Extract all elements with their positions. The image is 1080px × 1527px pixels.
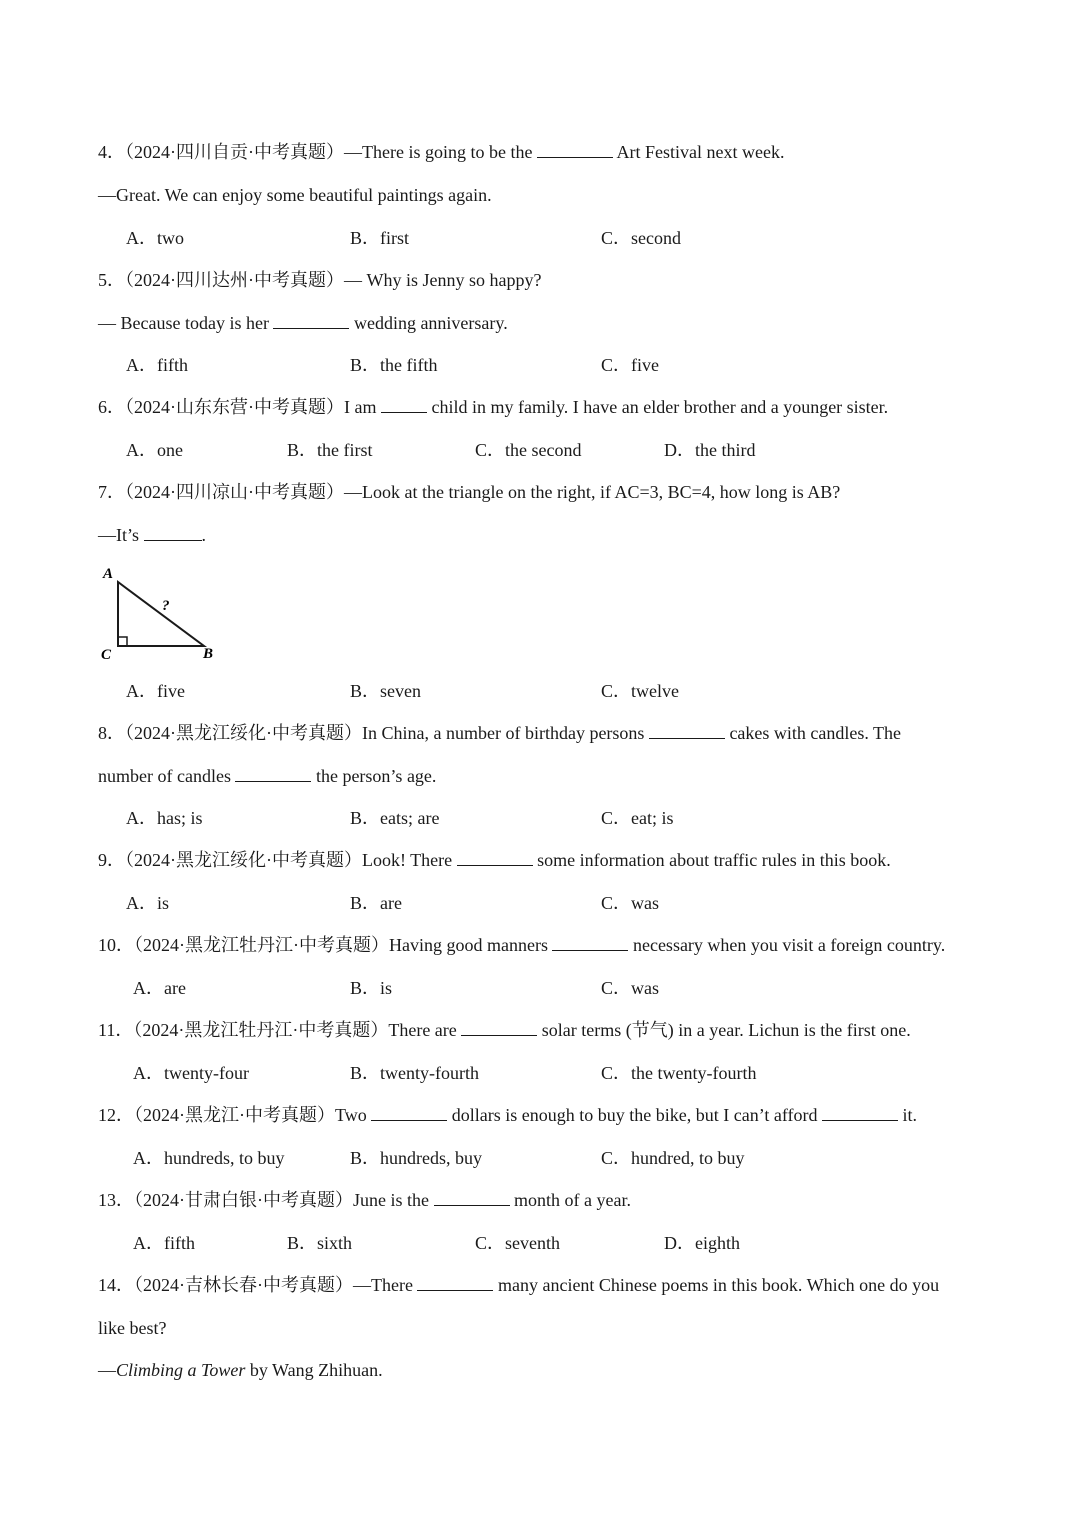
- option-c[interactable]: C．second: [601, 228, 681, 248]
- triangle-shape: [118, 582, 204, 646]
- option-b[interactable]: B．is: [350, 978, 393, 998]
- right-triangle-figure: [96, 562, 226, 662]
- option-b[interactable]: B．are: [350, 893, 402, 913]
- option-c[interactable]: C．eat; is: [601, 808, 674, 828]
- option-a[interactable]: A．fifth: [133, 1233, 195, 1253]
- question-text: necessary when you visit a foreign country.: [632, 935, 946, 955]
- option-d[interactable]: D．eighth: [664, 1233, 740, 1253]
- question-text: solar terms (节气) in a year. Lichun is the first one.: [541, 1020, 911, 1040]
- question-text: — Because today is her: [98, 313, 269, 333]
- question-text: In China, a number of birthday persons: [362, 723, 645, 743]
- question-source: （2024·山东东营·中考真题）: [125, 397, 344, 417]
- option-c[interactable]: C．seventh: [475, 1233, 560, 1253]
- question-8: [98, 722, 901, 744]
- question-text: Two: [335, 1105, 367, 1125]
- question-text: Look! There: [362, 850, 453, 870]
- question-number: 5．: [98, 270, 125, 290]
- question-6: [98, 396, 888, 418]
- hypotenuse-question-mark: ?: [162, 598, 170, 614]
- question-text: month of a year.: [514, 1190, 631, 1210]
- question-text: Art Festival next week.: [616, 142, 785, 162]
- vertex-label-b: B: [203, 646, 214, 662]
- answer-blank[interactable]: [434, 1189, 510, 1206]
- question-text: —There is going to be the: [344, 142, 533, 162]
- question-source: （2024·四川自贡·中考真题）: [125, 142, 344, 162]
- option-c[interactable]: C．hundred, to buy: [601, 1148, 745, 1168]
- option-b[interactable]: B．hundreds, buy: [350, 1148, 482, 1168]
- question-source: （2024·甘肃白银·中考真题）: [134, 1190, 353, 1210]
- question-number: 13．: [98, 1190, 134, 1210]
- answer-blank[interactable]: [144, 524, 202, 541]
- answer-blank[interactable]: [381, 396, 427, 413]
- question-text: Having good manners: [389, 935, 548, 955]
- answer-blank[interactable]: [537, 141, 613, 158]
- question-text: .: [201, 525, 207, 545]
- question-source: （2024·四川凉山·中考真题）: [125, 482, 344, 502]
- question-text: There are: [388, 1020, 457, 1040]
- answer-blank[interactable]: [457, 849, 533, 866]
- option-b[interactable]: B．eats; are: [350, 808, 440, 828]
- option-b[interactable]: B．sixth: [287, 1233, 353, 1253]
- option-c[interactable]: C．five: [601, 355, 659, 375]
- option-a[interactable]: A．are: [133, 978, 186, 998]
- question-number: 6．: [98, 397, 125, 417]
- question-source: （2024·四川达州·中考真题）: [125, 270, 344, 290]
- poem-author: by Wang Zhihuan.: [245, 1360, 383, 1380]
- option-b[interactable]: B．first: [350, 228, 410, 248]
- question-source: （2024·黑龙江绥化·中考真题）: [125, 850, 362, 870]
- option-a[interactable]: A．is: [126, 893, 170, 913]
- dash: —: [98, 1360, 116, 1380]
- question-number: 8．: [98, 723, 125, 743]
- option-b[interactable]: B．the first: [287, 440, 373, 460]
- question-5: [98, 269, 541, 291]
- answer-blank[interactable]: [461, 1019, 537, 1036]
- question-text: some information about traffic rules in this book.: [537, 850, 891, 870]
- option-c[interactable]: C．the second: [475, 440, 582, 460]
- answer-blank[interactable]: [273, 312, 349, 329]
- question-14: [98, 1274, 939, 1296]
- answer-blank[interactable]: [371, 1104, 447, 1121]
- question-number: 12．: [98, 1105, 134, 1125]
- question-source: （2024·黑龙江牡丹江·中考真题）: [133, 1020, 389, 1040]
- answer-blank[interactable]: [822, 1104, 898, 1121]
- question-12: [98, 1104, 917, 1126]
- question-source: （2024·黑龙江牡丹江·中考真题）: [134, 935, 389, 955]
- question-source: （2024·黑龙江绥化·中考真题）: [125, 723, 362, 743]
- question-source: （2024·吉林长春·中考真题）: [134, 1275, 353, 1295]
- answer-blank[interactable]: [552, 934, 628, 951]
- right-angle-mark: [118, 637, 127, 646]
- option-b[interactable]: B．twenty-fourth: [350, 1063, 479, 1083]
- question-text: the person’s age.: [315, 766, 437, 786]
- option-b[interactable]: B．the fifth: [350, 355, 438, 375]
- question-number: 7．: [98, 482, 125, 502]
- vertex-label-a: A: [103, 566, 114, 582]
- answer-blank[interactable]: [417, 1274, 493, 1291]
- question-text: number of candles: [98, 766, 231, 786]
- question-11: [98, 1019, 911, 1041]
- question-4: [98, 141, 784, 163]
- option-a[interactable]: A．hundreds, to buy: [133, 1148, 285, 1168]
- question-text: I am: [344, 397, 377, 417]
- question-text: cakes with candles. The: [729, 723, 902, 743]
- answer-blank[interactable]: [649, 722, 725, 739]
- question-text-line: [98, 765, 436, 787]
- question-10: [98, 934, 945, 956]
- option-a[interactable]: A．two: [126, 228, 184, 248]
- question-number: 11．: [98, 1020, 134, 1040]
- question-text: —It’s: [98, 525, 140, 545]
- question-number: 10．: [98, 935, 134, 955]
- question-text-line: [98, 312, 508, 334]
- question-number: 4．: [98, 142, 125, 162]
- question-text: child in my family. I have an elder brother and a younger sister.: [431, 397, 889, 417]
- question-text: it.: [902, 1105, 918, 1125]
- question-source: （2024·黑龙江·中考真题）: [134, 1105, 335, 1125]
- question-text-line: like best?: [98, 1318, 167, 1338]
- question-text: —Look at the triangle on the right, if AC=3, BC=4, how long is AB?: [344, 482, 841, 502]
- option-c[interactable]: C．twelve: [601, 681, 679, 701]
- option-a[interactable]: A．one: [126, 440, 183, 460]
- question-text: —There: [353, 1275, 413, 1295]
- question-text-line: [98, 1359, 383, 1381]
- option-c[interactable]: C．was: [601, 978, 659, 998]
- question-13: [98, 1189, 631, 1211]
- question-text-line: —Great. We can enjoy some beautiful paintings again.: [98, 185, 492, 205]
- option-b[interactable]: B．seven: [350, 681, 421, 701]
- question-text: many ancient Chinese poems in this book. Which one do you: [497, 1275, 940, 1295]
- question-text: June is the: [353, 1190, 429, 1210]
- answer-blank[interactable]: [235, 765, 311, 782]
- option-a[interactable]: A．five: [126, 681, 185, 701]
- option-c[interactable]: C．the twenty-fourth: [601, 1063, 757, 1083]
- question-number: 9．: [98, 850, 125, 870]
- question-number: 14．: [98, 1275, 134, 1295]
- question-7: [98, 481, 840, 503]
- vertex-label-c: C: [101, 647, 112, 662]
- question-text: dollars is enough to buy the bike, but I can’t afford: [451, 1105, 818, 1125]
- option-a[interactable]: A．fifth: [126, 355, 188, 375]
- question-text: wedding anniversary.: [353, 313, 508, 333]
- option-a[interactable]: A．has; is: [126, 808, 203, 828]
- question-text: — Why is Jenny so happy?: [344, 270, 542, 290]
- option-d[interactable]: D．the third: [664, 440, 756, 460]
- poem-title: Climbing a Tower: [116, 1360, 246, 1380]
- question-text-line: [98, 524, 206, 546]
- question-9: [98, 849, 891, 871]
- option-a[interactable]: A．twenty-four: [133, 1063, 249, 1083]
- option-c[interactable]: C．was: [601, 893, 659, 913]
